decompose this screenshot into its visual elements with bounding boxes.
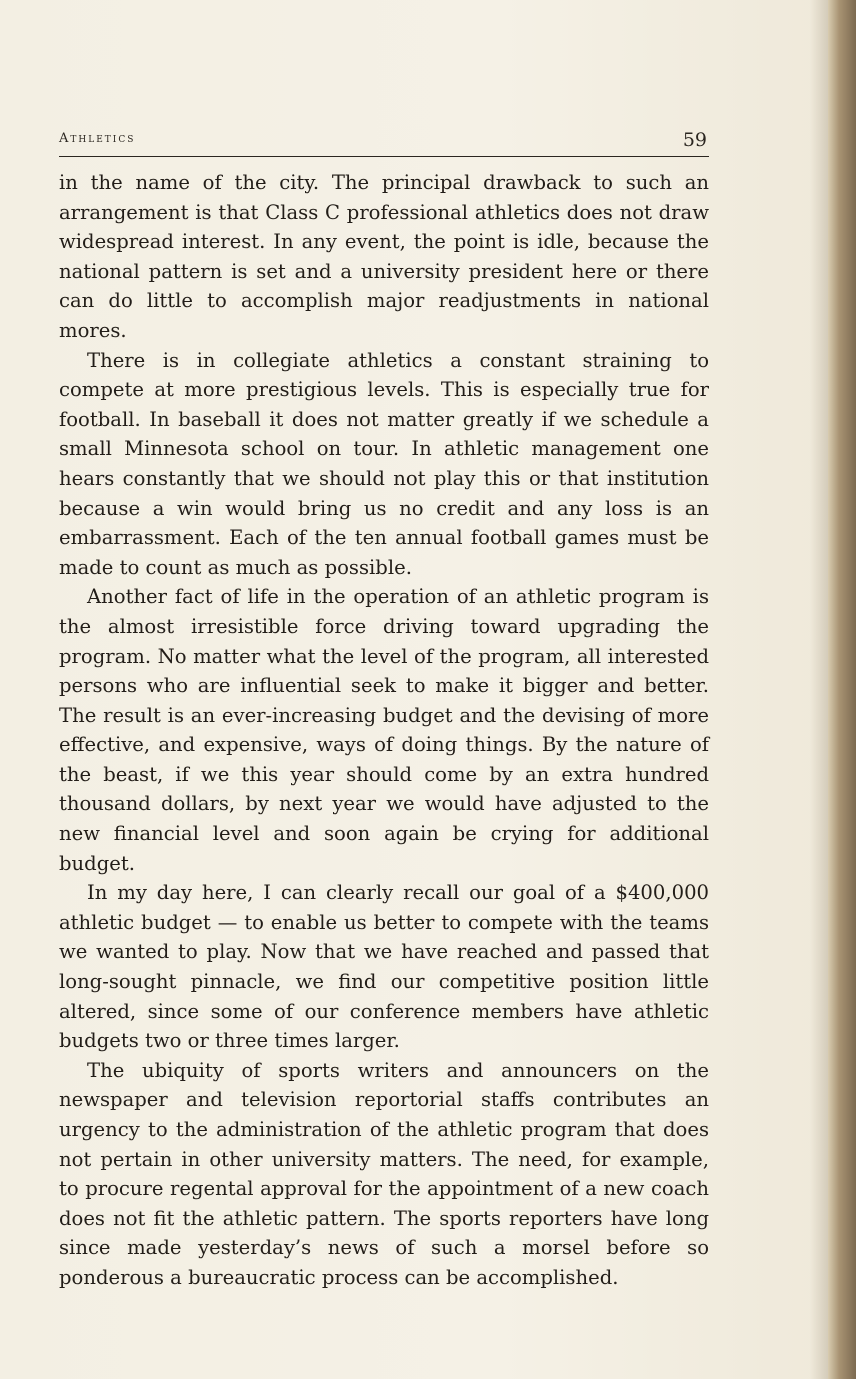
page-number: 59 (682, 129, 707, 151)
running-head-title: Athletics (59, 131, 136, 146)
paragraph: Another fact of life in the operation of an athletic program is the almost irresistible force driving toward upgrading the program. No matter what the level of the program, all interested persons who are influential seek to make it bigger and better. The result is an ever-increasing budget and the devising of more effective, and expensive, ways of doing things. By the nature of the beast, if we this year should come by an extra hundred thousand dollars, by next year we would have adjusted to the new financial level and soon again be crying for additional budget. (59, 585, 709, 875)
running-head (59, 128, 709, 157)
page-shadow (810, 0, 828, 1379)
page-edge (828, 0, 856, 1379)
paragraph: in the name of the city. The principal drawback to such an arrangement is that Class C professional athletics does not draw widespread interest. In any event, the point is idle, because the national pattern is set and a university president here or there can do little to accomplish major readjustments in national mores. (59, 171, 709, 342)
paragraph: There is in collegiate athletics a constant straining to compete at more prestigious levels. This is especially true for football. In baseball it does not matter greatly if we schedule a small Minnesota school on tour. In athletic management one hears constantly that we should not play this or that institution because a win would bring us no credit and any loss is an embarrassment. Each of the ten annual football games must be made to count as much as possible. (59, 348, 709, 579)
paragraph: The ubiquity of sports writers and announcers on the newspaper and television reportorial staffs contributes an urgency to the administration of the athletic program that does not pertain in other university matters. The need, for example, to procure regental approval for the appointment of a new coach does not fit the athletic pattern. The sports reporters have long since made yesterday’s news of such a morsel before so ponderous a bureaucratic process can be accomplished. (59, 1058, 709, 1289)
paragraph: In my day here, I can clearly recall our goal of a $400,000 athletic budget — to enable us better to compete with the teams we wanted to play. Now that we have reached and passed that long-sought pinnacle, we find our competitive position little altered, since some of our conference members have athletic budgets two or three times larger. (59, 881, 709, 1053)
body-text (59, 168, 709, 1293)
